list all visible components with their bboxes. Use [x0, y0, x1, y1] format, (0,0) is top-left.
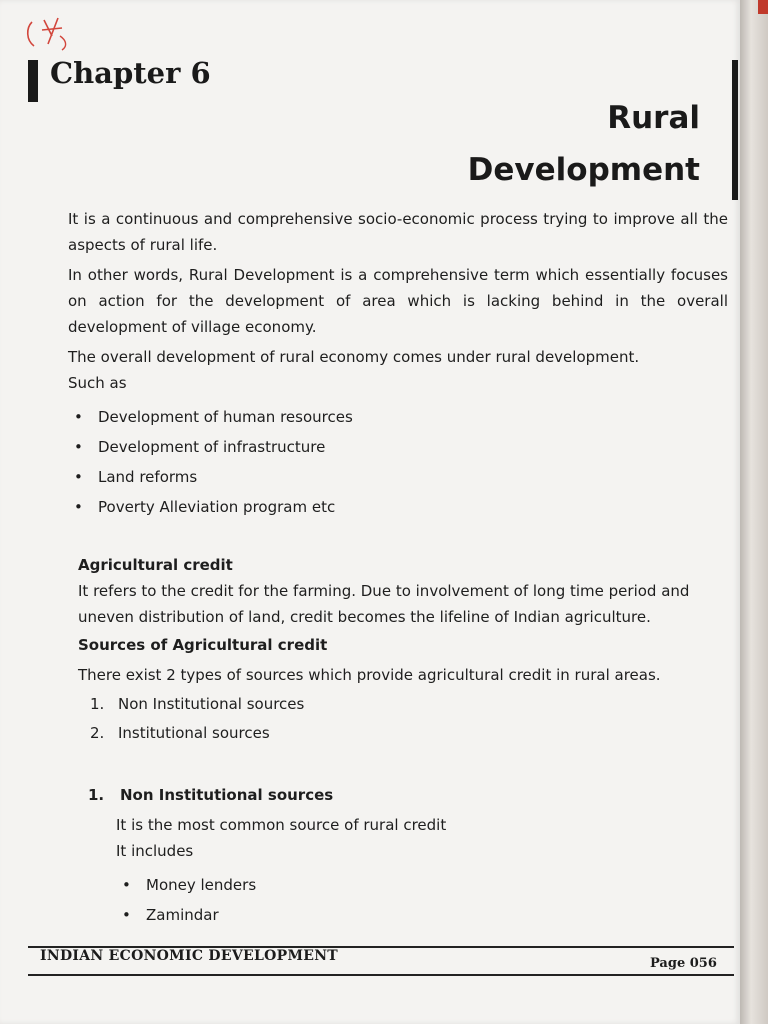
title-marker-bar [732, 60, 738, 200]
chapter-marker-bar [28, 60, 38, 102]
heading-number: 1. [88, 786, 105, 804]
book-edge [740, 0, 768, 1024]
intro-bullet-list [68, 402, 728, 522]
list-item: • Development of infrastructure [68, 432, 728, 462]
non-inst-line-2: It includes [116, 842, 194, 860]
intro-paragraph-3: The overall development of rural economy comes under rural development. [68, 348, 640, 366]
list-item: • Poverty Alleviation program etc [68, 492, 728, 522]
page-title [468, 92, 700, 196]
page-number: Page 056 [650, 956, 717, 971]
such-as-label: Such as [68, 374, 127, 392]
list-item [78, 690, 738, 719]
list-number: 2. [90, 724, 105, 742]
heading-label: Non Institutional sources [120, 786, 334, 804]
handwritten-pen-mark [22, 14, 82, 54]
non-inst-bullet-list [116, 870, 728, 930]
agri-credit-text: It refers to the credit for the farming. Due to involvement of long time period and uneven distribution of land, credit becomes the lifeline of Indian agriculture. [78, 582, 690, 626]
list-label: Institutional sources [118, 724, 270, 742]
edge-tab [758, 0, 768, 14]
non-institutional-heading [88, 782, 728, 808]
sources-list [78, 690, 738, 748]
chapter-label: Chapter 6 [50, 56, 211, 90]
title-line-1: Rural [607, 100, 700, 136]
agri-credit-heading: Agricultural credit [78, 556, 233, 574]
sources-text: There exist 2 types of sources which provide agricultural credit in rural areas. [78, 666, 661, 684]
list-item: • Zamindar [116, 900, 728, 930]
non-institutional-section [88, 782, 728, 930]
list-item: • Money lenders [116, 870, 728, 900]
list-label: Non Institutional sources [118, 695, 305, 713]
intro-section [68, 206, 728, 522]
list-number: 1. [90, 695, 105, 713]
footer-book-title: INDIAN ECONOMIC DEVELOPMENT [40, 948, 339, 964]
list-item [78, 719, 738, 748]
intro-paragraph-2: In other words, Rural Development is a comprehensive term which essentially focuses on action for the development of area which is lacking behind in the overall development of village economy. [68, 266, 728, 336]
non-inst-line-1: It is the most common source of rural credit [116, 816, 447, 834]
intro-paragraph-1: It is a continuous and comprehensive socio-economic process trying to improve all the aspects of rural life. [68, 210, 728, 254]
agricultural-credit-section [78, 552, 738, 748]
title-line-2: Development [467, 152, 700, 188]
sources-heading: Sources of Agricultural credit [78, 636, 328, 654]
list-item: • Development of human resources [68, 402, 728, 432]
footer-rule-bottom [28, 974, 734, 976]
list-item: • Land reforms [68, 462, 728, 492]
